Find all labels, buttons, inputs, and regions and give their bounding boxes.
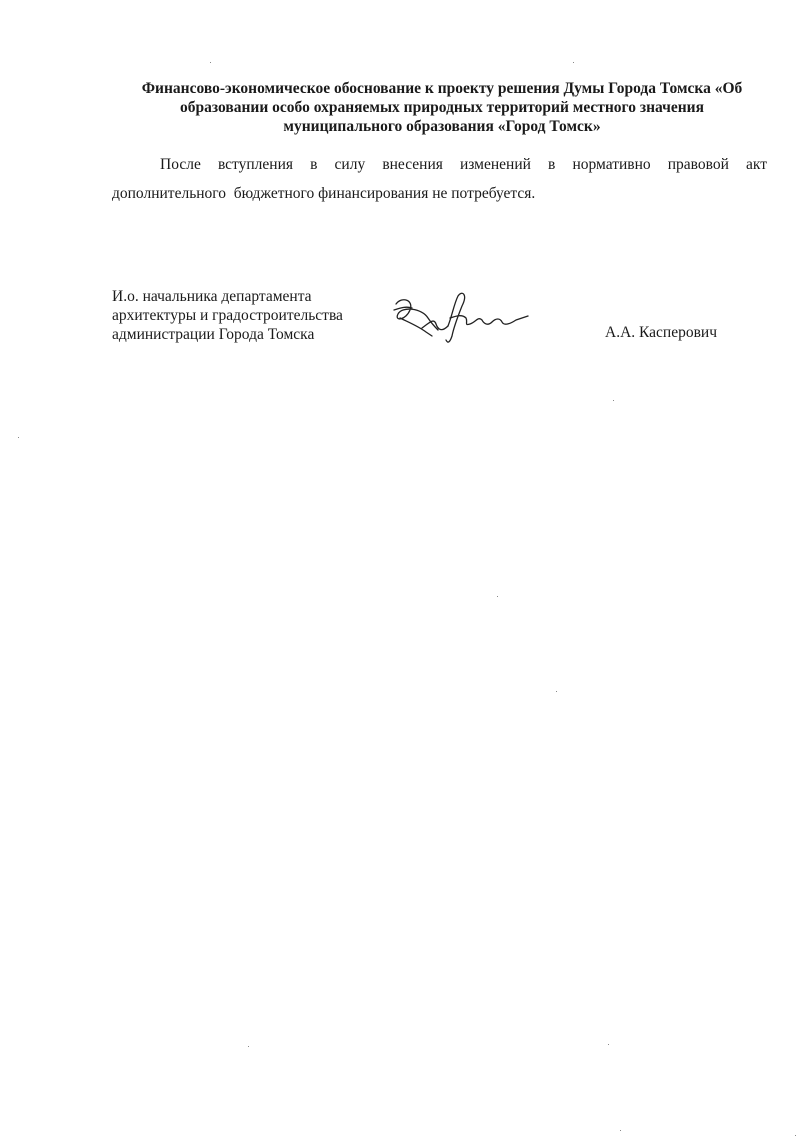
scan-speck [608, 1044, 609, 1045]
position-line: И.о. начальника департамента [112, 288, 312, 305]
scan-speck [248, 1046, 249, 1047]
title-line: Финансово-экономическое обоснование к проекту решения Думы Города Томска «Об [141, 80, 743, 97]
scan-speck [620, 1130, 621, 1131]
title-line: муниципального образования «Город Томск» [283, 118, 601, 135]
scan-speck [613, 400, 614, 401]
position-line: администрации Города Томска [112, 326, 315, 343]
scan-speck [556, 691, 557, 692]
position-line: архитектуры и градостроительства [112, 307, 343, 324]
scan-speck [497, 596, 498, 597]
scan-speck [795, 1135, 796, 1136]
title-line: образовании особо охраняемых природных территорий местного значения [180, 99, 704, 116]
body-paragraph-line-2: дополнительного бюджетного финансирования не потребуется. [112, 185, 536, 202]
scan-speck [210, 62, 211, 63]
signer-name: А.А. Касперович [605, 324, 717, 341]
signer-position [112, 287, 343, 344]
handwritten-signature [392, 288, 532, 348]
document-title [112, 79, 772, 136]
scan-speck [18, 437, 19, 438]
scan-speck [573, 62, 574, 63]
body-paragraph-line-1: После вступления в силу внесения изменений в нормативно правовой акт [160, 156, 767, 173]
